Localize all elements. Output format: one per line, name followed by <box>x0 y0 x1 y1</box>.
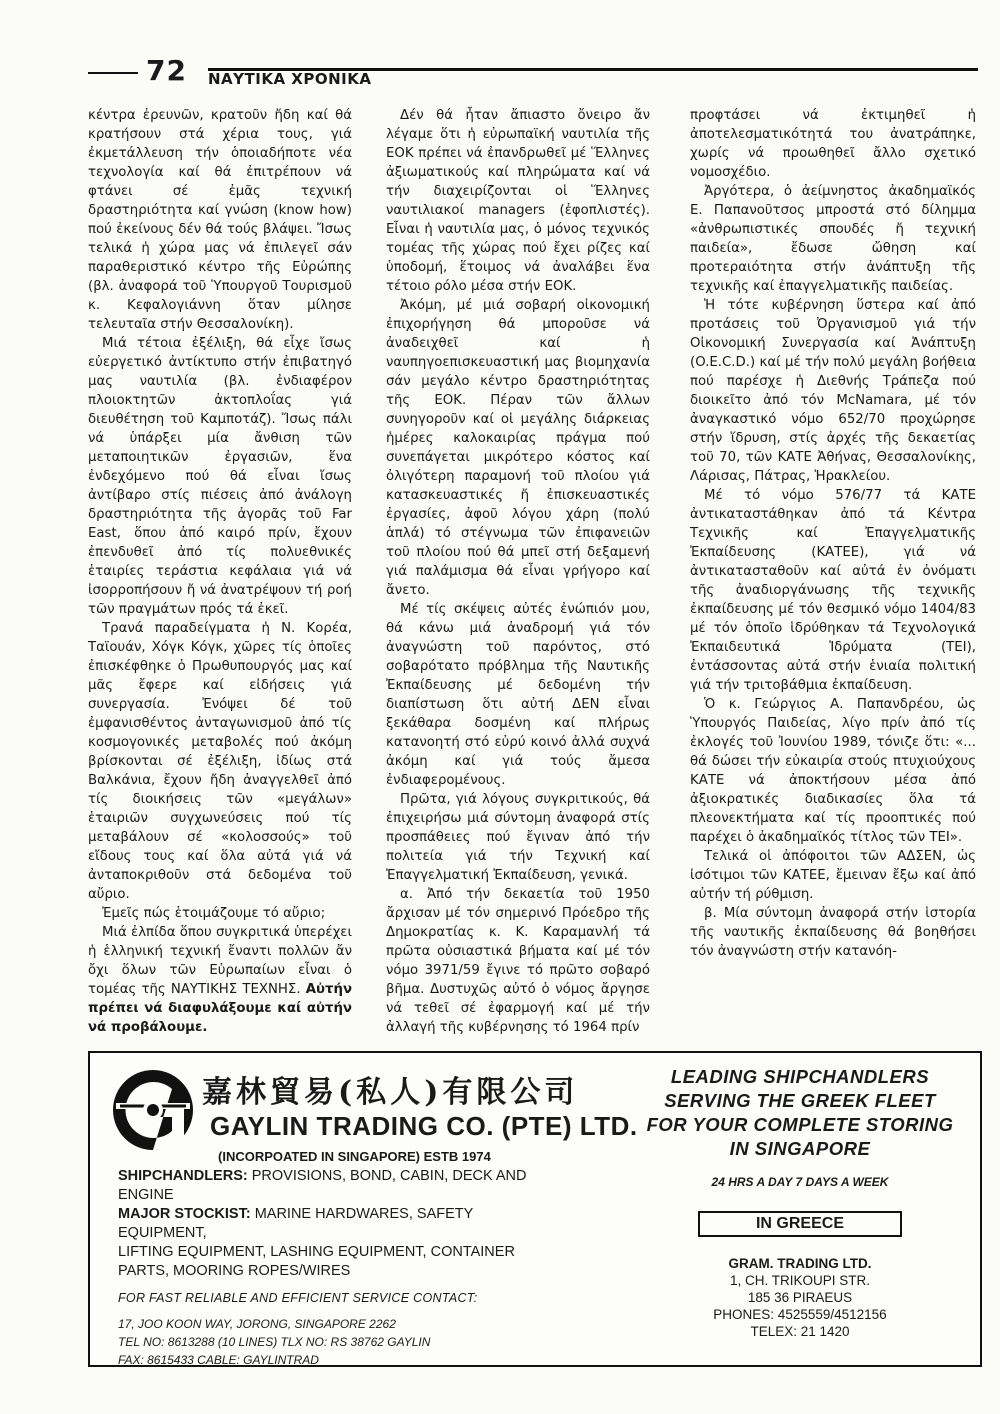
closing-emphasis: Αὐτήν πρέπει νά διαφυλάξουμε καί αὐτήν νά προβάλουμε. <box>88 982 353 1035</box>
contact-intro: FOR FAST RELIABLE AND EFFICIENT SERVICE CONTACT: <box>118 1291 478 1305</box>
article-column-1 <box>88 106 352 1037</box>
paragraph: Ἀκόμη, μέ μιά σοβαρή οἰκονομική ἐπιχορήγηση θά μποροῦσε νά ἀναδειχθεῖ καί ἡ ναυπηγοεπισκευαστική μας βιομηχανία σάν μεγάλο κέντρο δραστηριότητας τῆς ΕΟΚ. Πέραν τῶν ἄλλων συνηγοροῦν καί οἱ μεγάλης διάρκειας ἡμέρες καλοκαιρίας πράγμα πού συνεπάγεται μικρότερο κόστος καί ὀλιγότερη παραμονή τοῦ πλοίου γιά κατασκευαστικές ἤ ἐπισκευαστικές ἐργασίες, ἀφοῦ λόγου χάρη (πολύ ἁπλά) τό στέγνωμα τῶν ἐπιφανειῶν τοῦ πλοίου πού θά μπεῖ στή δεξαμενή γιά παλάμισμα θά εἶναι γρήγορο καί ἄνετο. <box>386 298 650 598</box>
paragraph: Τρανά παραδείγματα ἡ Ν. Κορέα, Ταϊουάν, Χόγκ Κόγκ, χῶρες τίς ὁποῖες ἐπισκέφθηκε ὁ Πρωθυπουργός μας καί μᾶς ἔφερε καί εἰδήσεις γιά συνεργασία. Ἐνόψει δέ τοῦ ἐμφανισθέντος ἀνταγωνισμοῦ ἀπό τίς κοσμογονικές μεταβολές πού ἀκόμη βρίσκονται σέ ἐξέλιξη, ἰδίως στά Βαλκάνια, ἔχουν ἤδη ἀναγγελθεῖ ἀπό τίς διοικήσεις τῶν «μεγάλων» ἑταιριῶν συγχωνεύσεις πού τίς μεταβάλουν σέ «κολοσσούς» τοῦ εἴδους τους καί ὅλα αὐτά γιά νά ἀνταποκριθοῦν στά δεδομένα τοῦ αὔριο. <box>88 621 352 902</box>
paragraph: Τελικά οἱ ἀπόφοιτοι τῶν ΑΔΣΕΝ, ὡς ἰσότιμοι τῶν ΚΑΤΕΕ, ἔμειναν ἔξω καί ἀπό αὐτήν τή ρύθμιση. <box>690 849 976 902</box>
services-list <box>118 1167 558 1281</box>
stockist-text: MARINE HARDWARES, SAFETY EQUIPMENT, <box>118 1206 474 1241</box>
closing-text: Μιά ἐλπίδα ὅπου συγκριτικά ὑπερέχει ἡ ἑλληνική τεχνική ἔναντι πολλῶν ἄν ὄχι ὅλων τῶν Εὐρωπαίων εἶναι ὁ τομέας τῆς ΝΑΥΤΙΚΗΣ ΤΕΧΝΗΣ. <box>88 925 352 997</box>
paragraph: Ἐμεῖς πώς ἑτοιμάζουμε τό αὔριο; <box>102 906 326 921</box>
slogan-line: LEADING SHIPCHANDLERS <box>670 1066 930 1087</box>
paragraph: Μέ τό νόμο 576/77 τά ΚΑΤΕ ἀντικαταστάθηκαν ἀπό τά Κέντρα Τεχνικῆς καί Ἐπαγγελματικῆς Ἐκπαίδευσης (ΚΑΤΕΕ), γιά νά ἀντικατασταθοῦν καί αὐτά ἐν ὀνόματι τῆς ἀναδιοργάνωσης τῆς τεχνικῆς ἐκπαίδευσης μέ τόν θεσμικό νόμο 1404/83 μέ τόν ὁποῖο ἱδρύθηκαν τά Τεχνολογικά Ἐκπαιδευτικά Ἱδρύματα (ΤΕΙ), ἐντάσσοντας αὐτά στήν ἑνιαία πολιτική γιά τήν τριτοβάθμια ἐκπαίδευση. <box>690 488 976 693</box>
services-line <box>118 1167 558 1205</box>
paragraph: Μέ τίς σκέψεις αὐτές ἐνώπιόν μου, θά κάνω μιά ἀναδρομή γιά τόν ἀναγνώστη τοῦ παρόντος, στό σοβαρότατο πρόβλημα τῆς Ναυτικῆς Ἐκπαίδευσης μέ δεδομένη τήν διαπίστωση ὅτι αὐτή ΔΕΝ εἶναι ξεκάθαρα δοσμένη καί πλήρως κατανοητή στό εὐρύ κοινό ἀλλά συχνά ἀκόμη καί γιά τούς ἄμεσα ἐνδιαφερομένους. <box>386 602 650 788</box>
shipchandlers-text: PROVISIONS, BOND, CABIN, DECK AND ENGINE <box>118 1168 527 1203</box>
slogan-line: SERVING THE GREEK FLEET <box>664 1090 936 1111</box>
page-number: 72 <box>146 54 187 87</box>
ad-right-panel <box>630 1065 970 1340</box>
in-greece-box: IN GREECE <box>698 1211 902 1237</box>
paragraph: προφτάσει νά ἐκτιμηθεῖ ἡ ἀποτελεσματικότητά του ἀνατράπηκε, χωρίς νά προωθηθεῖ ἄλλο σχετικό νομοσχέδιο. <box>690 108 976 180</box>
services-line <box>118 1205 558 1243</box>
paragraph: Ὁ κ. Γεώργιος Α. Παπανδρέου, ὡς Ὑπουργός Παιδείας, λίγο πρίν ἀπό τίς ἐκλογές τοῦ Ἰουνίου 1989, τόνιζε ὅτι: «... θά δώσει τήν εὐκαιρία στούς πτυχιούχους ΚΑΤΕ νά ἀποκτήσουν μέσα ἀπό ἀξιοκρατικές διαδικασίες ὅλα τά πλεονεκτήματα καί τίς προοπτικές πού παρέχει ὁ ἀκαδημαϊκός τίτλος τῶν ΤΕΙ». <box>690 697 976 845</box>
article-column-2 <box>386 106 650 1037</box>
greece-contact <box>630 1255 970 1340</box>
service-hours: 24 HRS A DAY 7 DAYS A WEEK <box>711 1175 889 1189</box>
company-name-chinese: 嘉林貿易(私人)有限公司 <box>202 1075 579 1110</box>
incorporation-note: (INCORPOATED IN SINGAPORE) ESTB 1974 <box>218 1149 491 1164</box>
article-column-3 <box>690 106 976 961</box>
paragraph: Μιά τέτοια ἐξέλιξη, θά εἶχε ἴσως εὐεργετικό ἀντίκτυπο στήν ἐπιβατηγό μας ναυτιλία (βλ. ἐνδιαφέρον πλοιοκτητῶν ἀκτοπλοΐας γιά διευθέτηση τοῦ Καμποτάζ). Ἴσως πάλι νά ὑπάρξει μία ἄνθιση τῶν μεταποιητικῶν ἐργασιῶν, ἕνα ἐνδεχόμενο πού θά εἶναι ἴσως ἀντίβαρο στίς πιέσεις ἀπό ἀνάλογη δραστηριότητα τῆς ἀγορᾶς τοῦ Far East, ὅπου ἀπό καιρό πρίν, ἔχουν ἐπενδυθεῖ ἀπό τίς πολυεθνικές ἑταιρίες τεράστια κεφάλαια γιά νά ἰσορροπήσουν ἤ νά ἀνατρέψουν τή ροή τῶν πραγμάτων πρός τά ἐκεῖ. <box>88 336 352 617</box>
contact-block <box>118 1289 598 1369</box>
telephone: TEL NO: 8613288 (10 LINES) TLX NO: RS 38762 GAYLIN <box>118 1335 431 1349</box>
header-rule-left <box>88 72 138 74</box>
greece-city: 185 36 PIRAEUS <box>747 1290 853 1305</box>
greece-company: GRAM. TRADING LTD. <box>728 1256 872 1271</box>
greece-street: 1, CH. TRIKOUPI STR. <box>729 1273 871 1288</box>
paragraph: Πρῶτα, γιά λόγους συγκριτικούς, θά ἐπιχειρήσω μιά σύντομη ἀναφορά στίς προσπάθειες πού ἔγιναν ἀπό τήν πολιτεία γιά τήν Τεχνική καί Ἐπαγγελματική Ἐκπαίδευση, γενικά. <box>386 792 650 883</box>
stockist-label: MAJOR STOCKIST: <box>118 1206 251 1222</box>
fax: FAX: 8615433 CABLE: GAYLINTRAD <box>118 1353 319 1367</box>
paragraph: β. Μία σύντομη ἀναφορά στήν ἱστορία τῆς ναυτικῆς ἐκπαίδευσης θά βοηθήσει τόν ἀναγνώστη στήν κατανόη- <box>690 906 976 959</box>
slogan <box>630 1065 970 1161</box>
company-name: GAYLIN TRADING CO. (PTE) LTD. <box>210 1111 638 1141</box>
shipchandlers-label: SHIPCHANDLERS: <box>118 1168 248 1184</box>
greece-telex: TELEX: 21 1420 <box>750 1324 850 1339</box>
advertisement <box>88 1051 982 1367</box>
page-header <box>88 52 978 92</box>
slogan-line: FOR YOUR COMPLETE STORING <box>646 1114 954 1135</box>
greece-phones: PHONES: 4525559/4512156 <box>713 1307 887 1322</box>
slogan-line: IN SINGAPORE <box>729 1138 871 1159</box>
paragraph: α. Ἀπό τήν δεκαετία τοῦ 1950 ἄρχισαν μέ τόν σημερινό Πρόεδρο τῆς Δημοκρατίας κ. Κ. Καραμανλή τά πρῶτα οὐσιαστικά βήματα καί μέ τόν νόμο 3971/59 ἔγινε τό πρῶτο σοβαρό βῆμα. Δυστυχῶς αὐτό ὁ νόμος ἄργησε νά τεθεῖ σέ ἐφαρμογή καί μέ τήν ἀλλαγή τῆς κυβέρνησης τό 1964 πρίν <box>386 887 650 1035</box>
services-line: LIFTING EQUIPMENT, LASHING EQUIPMENT, CONTAINER PARTS, MOORING ROPES/WIRES <box>118 1244 515 1279</box>
paragraph: κέντρα ἐρευνῶν, κρατοῦν ἤδη καί θά κρατήσουν στά χέρια τους, γιά ἐκμετάλλευση τήν ὁποιαδήποτε νέα τεχνολογία καί θά ἐπιτρέπουν νά φτάνει σέ ἐμᾶς τεχνική δραστηριότητα καί γνώση (know how) πού ἐκείνους δέν θά τούς βλάψει. Ἴσως τελικά ἡ χώρα μας νά ἐπιλεγεῖ σάν παραθεριστικό κέντρο τῆς Εὐρώπης (βλ. ἀναφορά τοῦ Ὑπουργοῦ Τουρισμοῦ κ. Κεφαλογιάννη ὅταν μίλησε τελευταῖα στήν Θεσσαλονίκη). <box>88 108 352 332</box>
publication-title: ΝΑΥΤΙΚΑ ΧΡΟΝΙΚΑ <box>208 70 372 88</box>
paragraph: Δέν θά ἦταν ἄπιαστο ὄνειρο ἄν λέγαμε ὅτι ἡ εὐρωπαϊκή ναυτιλία τῆς ΕΟΚ πρέπει νά ἐπανδρωθεῖ μέ Ἕλληνες ἀξιωματικούς καί πληρώματα καί νά τήν διαχειρίζονται οἱ Ἕλληνες ναυτιλιακοί managers (ἐφοπλιστές). Εἶναι ἡ ναυτιλία μας, ὁ μόνος τεχνικός τομέας τῆς χώρας πού ἔχει ρίζες καί ὑποδομή, ἕτοιμος νά ἀναλάβει ἕνα τέτοιο ρόλο μέσα στήν ΕΟΚ. <box>386 108 650 294</box>
paragraph: Ἡ τότε κυβέρνηση ὕστερα καί ἀπό προτάσεις τοῦ Ὀργανισμοῦ γιά τήν Οἰκονομική Συνεργασία καί Ἀνάπτυξη (O.E.C.D.) καί μέ τήν πολύ μεγάλη βοήθεια πού παρέσχε ἡ Διεθνής Τράπεζα πού διοικεῖτο ἀπό τόν McNamara, μέ τόν ἀναγκαστικό νόμο 652/70 προχώρησε στήν ἵδρυση, στίς ἀρχές τῆς δεκαετίας τοῦ 70, τῶν ΚΑΤΕ Ἀθήνας, Θεσσαλονίκης, Λάρισας, Πάτρας, Ἡρακλείου. <box>690 298 976 484</box>
company-logo-icon <box>110 1067 196 1153</box>
paragraph: Ἀργότερα, ὁ ἀείμνηστος ἀκαδημαϊκός Ε. Παπανοῦτσος μπροστά στό δίλημμα «ἀνθρωπιστικές σπουδές ἤ τεχνική παιδεία», ἔδωσε ὤθηση καί προτεραιότητα στήν ἀνάπτυξη τῆς τεχνικῆς καί ἐπαγγελματικῆς παιδείας. <box>690 184 976 294</box>
address: 17, JOO KOON WAY, JORONG, SINGAPORE 2262 <box>118 1317 396 1331</box>
paragraph-closing <box>88 923 352 1037</box>
